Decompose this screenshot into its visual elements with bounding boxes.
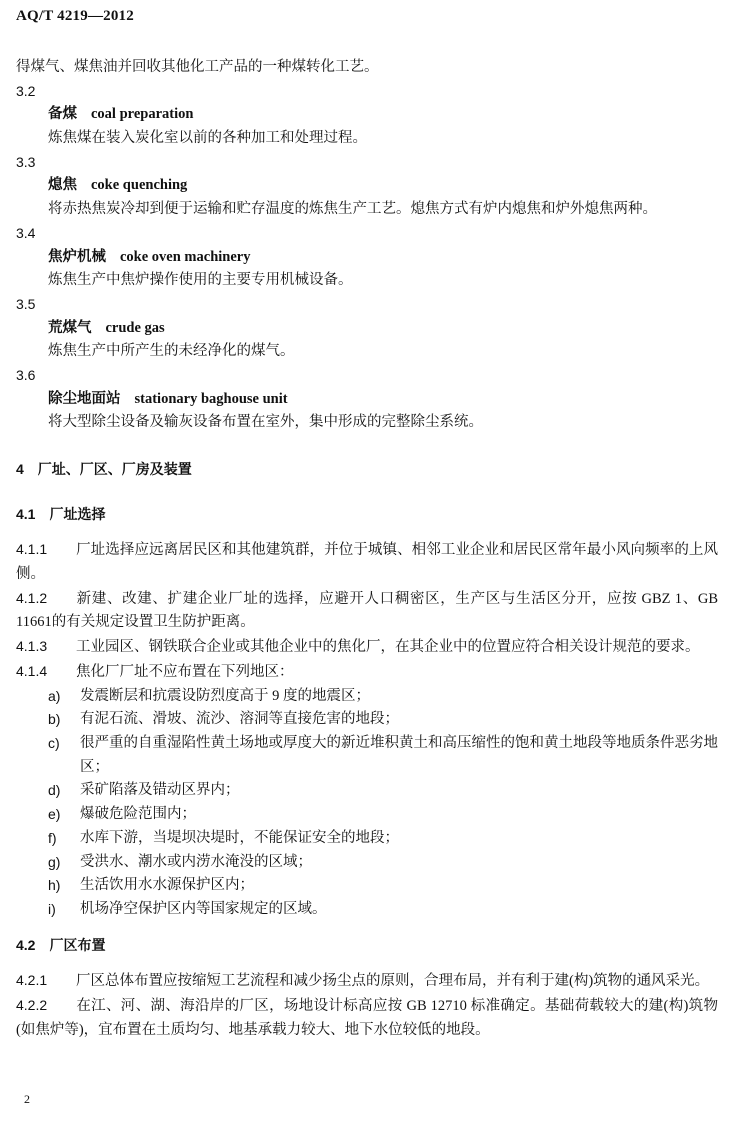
term-english: stationary baghouse unit (134, 390, 288, 407)
term-number: 3.5 (16, 295, 36, 312)
term-english: coal preparation (91, 106, 194, 123)
term-number: 3.2 (16, 82, 36, 99)
section-title: 厂址、厂区、厂房及装置 (37, 461, 192, 477)
clause (16, 969, 718, 994)
clause-number: 4.2.2 (16, 997, 48, 1014)
list-label: e) (48, 806, 61, 823)
list-label: h) (48, 877, 61, 894)
list-text: 有泥石流、滑坡、流沙、溶洞等直接危害的地段； (80, 711, 399, 728)
term-chinese: 除尘地面站 (48, 390, 121, 407)
clause-text: 焦化厂厂址不应布置在下列地区： (76, 663, 294, 680)
list-text: 水库下游，当堤坝决堤时，不能保证安全的地段； (80, 829, 399, 846)
term-english: coke quenching (91, 177, 188, 194)
list-item (16, 803, 718, 827)
list-label: i) (48, 900, 56, 917)
list-text: 受洪水、潮水或内涝水淹没的区域； (80, 853, 312, 870)
term-heading (16, 246, 718, 270)
list-text: 机场净空保护区内等国家规定的区域。 (80, 900, 327, 917)
term-english: coke oven machinery (120, 248, 251, 265)
page-number: 2 (24, 1092, 30, 1106)
term-heading (16, 103, 718, 127)
clause (16, 635, 718, 660)
section-heading-4-1 (16, 503, 718, 527)
term-number: 3.4 (16, 224, 36, 241)
term-heading (16, 174, 718, 198)
terms-list (16, 80, 718, 435)
clause-text: 厂址选择应远离居民区和其他建筑群，并位于城镇、相邻工业企业和居民区常年最小风向频率的上风侧。 (16, 542, 718, 583)
list-item (16, 851, 718, 875)
list-label: a) (48, 687, 61, 704)
clause-number: 4.1.3 (16, 638, 48, 655)
list-item (16, 898, 718, 922)
term-english: crude gas (105, 319, 165, 336)
clause (16, 587, 718, 635)
list-label: f) (48, 829, 57, 846)
term-number: 3.3 (16, 153, 36, 170)
clause-text: 工业园区、钢铁联合企业或其他企业中的焦化厂，在其企业中的位置应符合相关设计规范的要求。 (76, 639, 700, 656)
clause-number: 4.1.2 (16, 589, 48, 606)
list-item (16, 708, 718, 732)
clauses-4-2 (16, 969, 718, 1042)
list-label: c) (48, 735, 60, 751)
clause (16, 538, 718, 586)
term-chinese: 焦炉机械 (48, 248, 106, 265)
clause-text: 厂区总体布置应按缩短工艺流程和减少扬尘点的原则，合理布局，并有利于建(构)筑物的通风采光。 (76, 973, 710, 990)
list-item (16, 827, 718, 851)
list-text: 很严重的自重湿陷性黄土场地或厚度大的新近堆积黄土和高压缩性的饱和黄土地段等地质条件恶劣地区； (80, 735, 718, 775)
term-definition: 将赤热焦炭冷却到便于运输和贮存温度的炼焦生产工艺。熄焦方式有炉内熄焦和炉外熄焦两种。 (48, 201, 657, 218)
clause-text: 新建、改建、扩建企业厂址的选择，应避开人口稠密区，生产区与生活区分开，应按 GBZ 1、GB 11661的有关规定设置卫生防护距离。 (16, 590, 718, 631)
clause (16, 994, 718, 1042)
clause-number: 4.1.4 (16, 662, 48, 679)
list-item (16, 685, 718, 709)
list-item (16, 779, 718, 803)
section-heading-4-2 (16, 934, 718, 958)
term-definition: 炼焦煤在装入炭化室以前的各种加工和处理过程。 (48, 130, 367, 147)
clause-number: 4.2.1 (16, 972, 48, 989)
term-chinese: 熄焦 (48, 177, 77, 194)
clauses-4-1 (16, 538, 718, 684)
section-heading-4 (16, 458, 718, 482)
list-label: g) (48, 853, 61, 870)
term-number: 3.6 (16, 366, 36, 383)
term-heading (16, 388, 718, 412)
list-item (16, 732, 718, 779)
clause-text: 在江、河、湖、海沿岸的厂区，场地设计标高应按 GB 12710 标准确定。基础荷载较大的建(构)筑物(如焦炉等)，宜布置在土质均匀、地基承载力较大、地下水位较低的地段。 (16, 998, 718, 1038)
term-heading (16, 317, 718, 341)
document-header: AQ/T 4219—2012 (16, 8, 134, 24)
section-title: 厂区布置 (49, 936, 106, 953)
list-text: 采矿陷落及错动区界内； (80, 782, 240, 799)
section-title: 厂址选择 (49, 505, 106, 522)
list-text: 生活饮用水水源保护区内； (80, 877, 254, 894)
list-label: d) (48, 782, 61, 799)
term-chinese: 荒煤气 (48, 319, 92, 336)
list-label: b) (48, 711, 61, 728)
section-number: 4 (16, 461, 24, 477)
section-number: 4.2 (16, 936, 36, 953)
list-4-1-4 (16, 685, 718, 922)
term-chinese: 备煤 (48, 106, 77, 123)
term-definition: 炼焦生产中焦炉操作使用的主要专用机械设备。 (48, 272, 353, 289)
term-definition: 炼焦生产中所产生的未经净化的煤气。 (48, 343, 295, 360)
clause-number: 4.1.1 (16, 541, 48, 558)
section-number: 4.1 (16, 505, 36, 522)
list-item (16, 874, 718, 898)
list-text: 发震断层和抗震设防烈度高于 9 度的地震区； (80, 687, 370, 704)
continuation-text: 得煤气、煤焦油并回收其他化工产品的一种煤转化工艺。 (16, 59, 379, 75)
page-body (16, 0, 718, 1042)
list-text: 爆破危险范围内； (80, 806, 196, 823)
clause (16, 660, 718, 685)
term-definition: 将大型除尘设备及输灰设备布置在室外，集中形成的完整除尘系统。 (48, 414, 483, 431)
